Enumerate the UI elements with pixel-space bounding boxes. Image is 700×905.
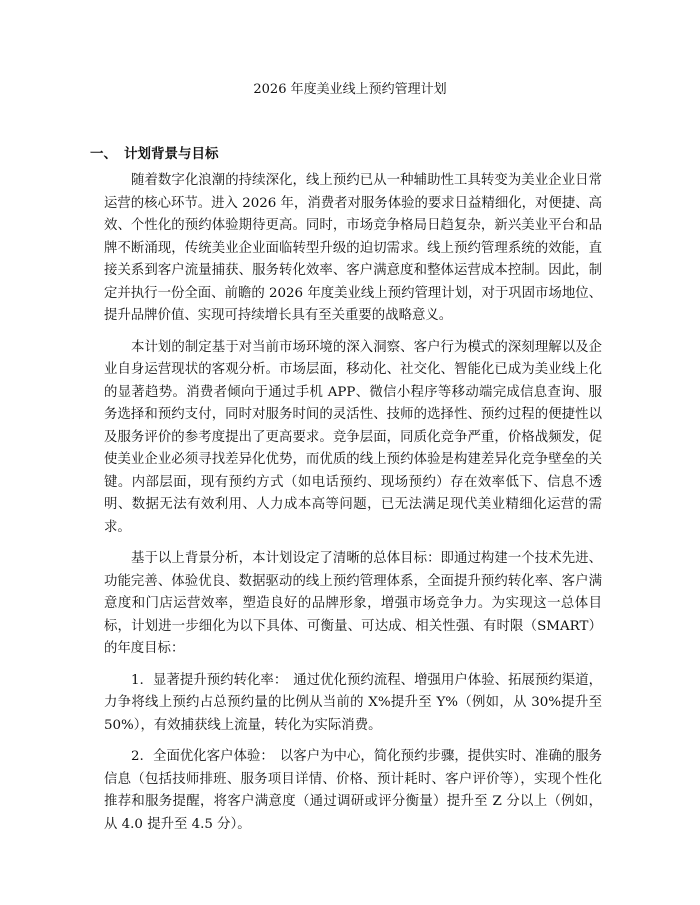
list-item-text: 通过优化预约流程、增强用户体验、拓展预约渠道，力争将线上预约占总预约量的比例从当前的 X%提升至 Y%（例如，从 30%提升至 50%），有效捕获线上流量，转化为实际消费。 (104, 672, 603, 733)
list-item-number: 2. (131, 749, 144, 764)
section-title: 计划背景与目标 (124, 146, 219, 162)
section-heading (90, 144, 219, 164)
list-item-lead: 全面优化客户体验： (153, 749, 274, 764)
section-body (104, 170, 602, 845)
section-number: 一、 (90, 146, 117, 162)
list-item-goal-2 (104, 746, 602, 836)
paragraph-analysis: 本计划的制定基于对当前市场环境的深入洞察、客户行为模式的深刻理解以及企业自身运营现状的客观分析。市场层面，移动化、社交化、智能化已成为美业线上化的显著趋势。消费者倾向于通过手机 APP、微信小程序等移动端完成信息查询、服务选择和预约支付，同时对服务时间的灵活性、技师的选择性、预约过程的便捷性以及服务评价的参考度提出了更高要求。竞争层面，同质化竞争严重，价格战频发，促使美业企业必须寻找差异化优势，而优质的线上预约体验是构建差异化竞争壁垒的关键。内部层面，现有预约方式（如电话预约、现场预约）存在效率低下、信息不透明、数据无法有效利用、人力成本高等问题，已无法满足现代美业精细化运营的需求。 (104, 339, 602, 535)
document-title: 2026 年度美业线上预约管理计划 (253, 82, 447, 97)
list-item-lead: 显著提升预约转化率： (153, 672, 288, 688)
paragraph-background: 随着数字化浪潮的持续深化，线上预约已从一种辅助性工具转变为美业企业日常运营的核心环节。进入 2026 年，消费者对服务体验的要求日益精细化，对便捷、高效、个性化的预约体验期待更高。同时，市场竞争格局日趋复杂，新兴美业平台和品牌不断涌现，传统美业企业面临转型升级的迫切需求。线上预约管理系统的效能，直接关系到客户流量捕获、服务转化效率、客户满意度和整体运营成本控制。因此，制定并执行一份全面、前瞻的 2026 年度美业线上预约管理计划，对于巩固市场地位、提升品牌价值、实现可持续增长具有至关重要的战略意义。 (104, 173, 602, 323)
list-item-number: 1. (131, 672, 144, 688)
list-item-text: 以客户为中心，简化预约步骤，提供实时、准确的服务信息（包括技师排班、服务项目详情、价格、预计耗时、客户评价等），实现个性化推荐和服务提醒，将客户满意度（通过调研或评分衡量）提升至 Z 分以上（例如，从 4.0 提升至 4.5 分）。 (104, 749, 603, 832)
paragraph-goals-intro: 基于以上背景分析，本计划设定了清晰的总体目标：即通过构建一个技术先进、功能完善、体验优良、数据驱动的线上预约管理体系，全面提升预约转化率、客户满意度和门店运营效率，塑造良好的品牌形象，增强市场竞争力。为实现这一总体目标，计划进一步细化为以下具体、可衡量、可达成、相关性强、有时限（SMART）的年度目标： (104, 551, 602, 656)
list-item-goal-1 (104, 670, 602, 738)
